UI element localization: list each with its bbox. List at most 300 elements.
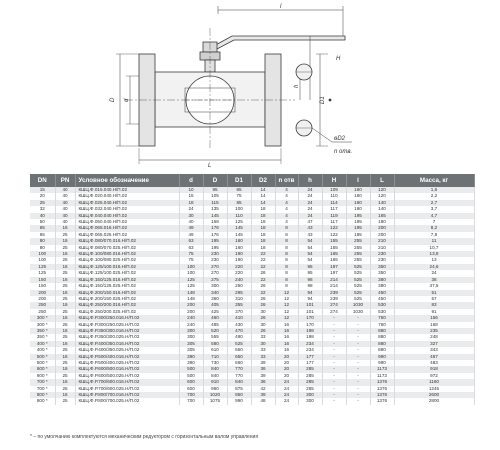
table-cell: 8 [275, 232, 298, 238]
table-cell: 250 [227, 283, 251, 289]
table-cell: 800 * [30, 392, 55, 398]
table-cell: 7 [394, 219, 474, 225]
table-cell: 160 [346, 193, 370, 199]
table-cell: 500 [179, 366, 203, 372]
table-cell: 875 [227, 386, 251, 392]
table-cell: 16 [55, 379, 75, 385]
table-cell: - [346, 334, 370, 340]
table-cell: 240 [179, 315, 203, 321]
table-cell: 200 [30, 296, 55, 302]
dim-label-h: h [294, 84, 300, 88]
table-cell: 230 [203, 257, 227, 263]
table-cell: 220 [227, 264, 251, 270]
table-cell: 30 [251, 322, 275, 328]
table-cell: 4 [275, 193, 298, 199]
table-cell: 355 [227, 302, 251, 308]
table-cell: 117 [322, 219, 346, 225]
table-cell: 25 [55, 347, 75, 353]
table-cell: 1075 [203, 398, 227, 404]
table-cell: 98 [298, 277, 322, 283]
table-cell: 150 [30, 277, 55, 283]
table-cell: 195 [346, 232, 370, 238]
table-cell: 114 [322, 200, 346, 206]
table-cell: 24 [298, 206, 322, 212]
table-cell: 63 [179, 238, 203, 244]
table-cell: КШЦ.Ф.Р.500/400.016.Н/П.02 [75, 354, 179, 360]
table-cell: 300 [179, 334, 203, 340]
column-header: n отв [275, 174, 298, 187]
table-cell: КШЦ.Ф.Р.300/250.016.Н/П.02 [75, 315, 179, 321]
table-cell: 13 [394, 257, 474, 263]
table-cell: 700 * [30, 379, 55, 385]
table-cell: КШЦ.Ф.065.016.Н/П.02 [75, 225, 179, 231]
table-cell: 125 [30, 264, 55, 270]
table-cell: 230 [370, 257, 394, 263]
table-cell: 200 [30, 290, 55, 296]
column-header: h [298, 174, 322, 187]
valve-drawing [0, 0, 500, 170]
table-cell: 122 [322, 225, 346, 231]
table-cell: 80 [30, 238, 55, 244]
table-cell: 24 [298, 213, 322, 219]
table-cell: 16 [55, 277, 75, 283]
table-cell: - [322, 360, 346, 366]
table-cell: 158 [203, 219, 227, 225]
table-cell: 91 [394, 309, 474, 315]
table-cell: 25 [55, 283, 75, 289]
table-cell: 16 [55, 238, 75, 244]
table-cell: 255 [346, 257, 370, 263]
table-cell: 36 [251, 366, 275, 372]
table-cell: 25 [55, 270, 75, 276]
table-cell: 155 [322, 238, 346, 244]
table-cell: - [346, 392, 370, 398]
table-cell: 40 [55, 206, 75, 212]
table-cell: 176 [203, 232, 227, 238]
table-cell: 490 [227, 334, 251, 340]
table-cell: 470 [227, 328, 251, 334]
table-cell: КШЦ.Ф.Р.400/350.025.Н/П.02 [75, 347, 179, 353]
table-cell: 990 [227, 398, 251, 404]
table-row [30, 398, 474, 404]
table-cell: 165 [370, 213, 394, 219]
table-cell: 40 [179, 219, 203, 225]
table-cell: 20 [30, 193, 55, 199]
table-cell: 190 [227, 257, 251, 263]
table-cell: 18 [251, 232, 275, 238]
table-cell: 119 [322, 213, 346, 219]
table-cell: 20 [275, 373, 298, 379]
table-cell: КШЦ.Ф.020.040.Н/П.02 [75, 193, 179, 199]
table-cell: 750 [370, 315, 394, 321]
table-cell: 305 [179, 341, 203, 347]
table-cell: 525 [346, 283, 370, 289]
column-header: H [322, 174, 346, 187]
table-cell: 25 [55, 309, 75, 315]
table-cell: 18 [251, 225, 275, 231]
table-cell: 7,8 [394, 232, 474, 238]
table-cell: КШЦ.Ф.150/125.025.Н/П.02 [75, 283, 179, 289]
table-cell: 700 * [30, 386, 55, 392]
table-cell: 48 [251, 398, 275, 404]
column-header: D1 [227, 174, 251, 187]
table-cell: 98 [298, 283, 322, 289]
table-cell: КШЦ.Ф.200/150.025.Н/П.02 [75, 296, 179, 302]
table-cell: 295 [227, 290, 251, 296]
table-cell: 95 [298, 270, 322, 276]
table-cell: 14 [251, 200, 275, 206]
table-cell: 25 [55, 373, 75, 379]
table-cell: 730 [203, 360, 227, 366]
table-cell: 520 [203, 328, 227, 334]
table-cell: 4,7 [394, 213, 474, 219]
table-cell: 285 [298, 373, 322, 379]
table-cell: 25 [55, 322, 75, 328]
table-cell: 20 [275, 360, 298, 366]
table-cell: КШЦ.Ф.050.040.Н/П.02 [75, 219, 179, 225]
table-cell: - [346, 322, 370, 328]
table-cell: 285 [298, 366, 322, 372]
table-cell: 40 [55, 193, 75, 199]
table-cell: - [346, 347, 370, 353]
table-cell: 22 [251, 290, 275, 296]
table-cell: 8 [275, 225, 298, 231]
table-cell: 840 [227, 379, 251, 385]
table-cell: 300 [203, 283, 227, 289]
table-cell: 40 [55, 187, 75, 193]
table-cell: 36 [251, 379, 275, 385]
table-cell: 450 [370, 290, 394, 296]
table-cell: 25 [55, 334, 75, 340]
table-cell: 600 * [30, 373, 55, 379]
table-cell: 918 [394, 366, 474, 372]
table-cell: КШЦ.Ф.080/070.016.Н/П.02 [75, 238, 179, 244]
table-cell: 94 [298, 296, 322, 302]
table-cell: 25 [30, 200, 55, 206]
table-cell: 1030 [346, 302, 370, 308]
table-cell: 460 [203, 315, 227, 321]
table-cell: - [322, 373, 346, 379]
table-cell: 525 [346, 290, 370, 296]
table-cell: 18 [251, 213, 275, 219]
dim-label-l-top: l [280, 4, 282, 10]
table-cell: 880 [370, 347, 394, 353]
table-cell: - [322, 392, 346, 398]
table-cell: 285 [298, 386, 322, 392]
table-cell: - [346, 379, 370, 385]
table-cell: 350 [370, 264, 394, 270]
table-cell: - [322, 366, 346, 372]
table-cell: - [346, 398, 370, 404]
table-cell: 150 [30, 283, 55, 289]
table-cell: 990 [370, 354, 394, 360]
table-cell: 300 * [30, 315, 55, 321]
table-cell: 65 [30, 232, 55, 238]
table-cell: - [346, 315, 370, 321]
table-cell: 8 [275, 238, 298, 244]
table-cell: - [322, 398, 346, 404]
table-cell: 500 * [30, 354, 55, 360]
table-cell: 65 [227, 187, 251, 193]
column-header: D2 [251, 174, 275, 187]
table-cell: 530 [370, 309, 394, 315]
table-cell: 340 [203, 290, 227, 296]
table-cell: 12 [275, 302, 298, 308]
table-cell: 100 [227, 206, 251, 212]
table-cell: 300 [298, 392, 322, 398]
table-cell: 18 [251, 238, 275, 244]
table-cell: 75 [227, 193, 251, 199]
table-cell: 25 [55, 360, 75, 366]
table-cell: 140 [370, 200, 394, 206]
table-cell: 95 [298, 264, 322, 270]
table-cell: КШЦ.Ф.Р.700/600.016.Н/П.02 [75, 379, 179, 385]
table-cell: 234 [298, 341, 322, 347]
table-cell: 430 [227, 322, 251, 328]
table-cell: 30 [251, 309, 275, 315]
table-cell: 54 [298, 257, 322, 263]
table-cell: 4 [275, 213, 298, 219]
table-cell: 770 [227, 366, 251, 372]
table-cell: 24 [275, 392, 298, 398]
table-cell: 240 [179, 322, 203, 328]
table-cell: 24 [298, 200, 322, 206]
table-cell: 120 [370, 187, 394, 193]
table-cell: 25 [55, 398, 75, 404]
table-cell: КШЦ.Ф.Р.400/350.016.Н/П.02 [75, 341, 179, 347]
table-cell: 18 [251, 245, 275, 251]
table-cell: 160 [346, 187, 370, 193]
table-cell: 300 [298, 398, 322, 404]
table-cell: 30 [179, 213, 203, 219]
table-cell: КШЦ.Ф.040.040.Н/П.02 [75, 213, 179, 219]
table-cell: 990 [370, 360, 394, 366]
table-cell: 210 [370, 245, 394, 251]
table-cell: 343 [394, 347, 474, 353]
table-cell: 105 [203, 193, 227, 199]
table-cell: 210 [370, 238, 394, 244]
table-cell: 240 [227, 277, 251, 283]
table-cell: 255 [346, 251, 370, 257]
table-cell: 525 [346, 270, 370, 276]
table-cell: 10 [179, 187, 203, 193]
table-cell: 750 [370, 322, 394, 328]
table-cell: 972 [394, 373, 474, 379]
table-cell: 400 * [30, 347, 55, 353]
table-cell: 16 [55, 366, 75, 372]
table-cell: 405 [203, 302, 227, 308]
table-cell: 483 [394, 360, 474, 366]
table-cell: - [346, 360, 370, 366]
table-cell: 550 [227, 347, 251, 353]
table-cell: 120 [370, 193, 394, 199]
table-cell: - [322, 347, 346, 353]
table-cell: 4 [275, 206, 298, 212]
dim-label-d: d [124, 98, 130, 102]
table-cell: 15 [179, 193, 203, 199]
dim-label-n: n отв. [334, 149, 353, 155]
table-cell: 39 [251, 373, 275, 379]
table-cell: 8 [275, 251, 298, 257]
table-cell: - [346, 354, 370, 360]
table-cell: 24 [394, 270, 474, 276]
table-cell: 16 [275, 328, 298, 334]
table-cell: КШЦ.Ф.Р.800/700.016.Н/П.02 [75, 392, 179, 398]
table-cell: 1,6 [394, 187, 474, 193]
table-cell: 156 [394, 315, 474, 321]
table-cell: 390 [179, 354, 203, 360]
table-cell: 910 [203, 379, 227, 385]
table-cell: 43 [298, 225, 322, 231]
table-cell: 177 [298, 360, 322, 366]
table-cell: 26 [251, 270, 275, 276]
table-cell: 83 [394, 302, 474, 308]
table-cell: 370 [227, 309, 251, 315]
table-cell: 117 [322, 206, 346, 212]
dim-label-D2: ѳD2 [334, 136, 346, 142]
table-cell: 57 [394, 296, 474, 302]
table-cell: 165 [322, 251, 346, 257]
table-cell: 145 [227, 232, 251, 238]
table-cell: 3,7 [394, 206, 474, 212]
table-cell: 327 [394, 341, 474, 347]
table-cell: 39 [251, 392, 275, 398]
table-cell: 190 [227, 251, 251, 257]
table-cell: 2800 [394, 398, 474, 404]
table-cell: 125 [179, 283, 203, 289]
table-cell: 26 [251, 302, 275, 308]
table-cell: 33 [251, 354, 275, 360]
dim-label-L: L [208, 163, 212, 169]
column-header: l [346, 174, 370, 187]
table-cell: 700 [179, 398, 203, 404]
table-cell: 1173 [370, 373, 394, 379]
table-cell: 24 [275, 398, 298, 404]
table-cell: 1160 [394, 379, 474, 385]
table-cell: 32 [30, 206, 55, 212]
dim-label-H: H [336, 56, 341, 62]
table-cell: 160 [227, 238, 251, 244]
table-cell: 250 [30, 302, 55, 308]
table-cell: 24 [298, 187, 322, 193]
table-cell: 198 [298, 328, 322, 334]
table-cell: 230 [203, 251, 227, 257]
table-cell: КШЦ.Ф.250/200.016.Н/П.02 [75, 302, 179, 308]
table-cell: 770 [227, 373, 251, 379]
table-cell: 1020 [203, 392, 227, 398]
table-cell: 16 [275, 322, 298, 328]
table-cell: 12 [275, 290, 298, 296]
table-cell: 170 [298, 315, 322, 321]
table-cell: 610 [203, 347, 227, 353]
table-cell: 840 [203, 373, 227, 379]
table-cell: - [322, 379, 346, 385]
spec-table [30, 174, 475, 405]
table-cell: 145 [227, 225, 251, 231]
table-cell: 13,8 [394, 251, 474, 257]
table-cell: 285 [298, 379, 322, 385]
table-cell: 555 [203, 334, 227, 340]
table-cell: 255 [346, 245, 370, 251]
table-cell: КШЦ.Ф.080/070.025.Н/П.02 [75, 245, 179, 251]
table-cell: 12 [275, 296, 298, 302]
table-cell: 110 [322, 193, 346, 199]
table-cell: 197 [322, 264, 346, 270]
table-cell: КШЦ.Ф.Р.600/500.016.Н/П.02 [75, 366, 179, 372]
table-cell: 195 [346, 225, 370, 231]
table-cell: 248 [394, 334, 474, 340]
table-cell: 530 [370, 302, 394, 308]
table-cell: 580 [203, 341, 227, 347]
table-cell: 40 [55, 213, 75, 219]
column-header: DN [30, 174, 55, 187]
table-cell: 239 [322, 296, 346, 302]
table-cell: 425 [203, 309, 227, 315]
table-cell: - [322, 341, 346, 347]
table-cell: 960 [203, 386, 227, 392]
table-cell: 880 [370, 334, 394, 340]
table-cell: 220 [227, 270, 251, 276]
table-cell: 16 [55, 341, 75, 347]
table-cell: 25 [55, 232, 75, 238]
table-cell: 38 [394, 277, 474, 283]
table-cell: 18 [179, 200, 203, 206]
table-cell: 200 [179, 302, 203, 308]
table-cell: 600 * [30, 366, 55, 372]
table-cell: 390 [179, 360, 203, 366]
table-cell: - [322, 322, 346, 328]
table-cell: 275 [203, 277, 227, 283]
table-cell: 95 [203, 187, 227, 193]
table-cell: 450 [370, 296, 394, 302]
table-cell: 49 [179, 232, 203, 238]
table-cell: 350 * [30, 328, 55, 334]
table-cell: 125 [30, 270, 55, 276]
table-cell: 24 [275, 386, 298, 392]
table-cell: 14 [251, 187, 275, 193]
dim-label-D1: D1 [320, 96, 326, 104]
table-cell: 155 [322, 245, 346, 251]
table-cell: 47 [298, 219, 322, 225]
table-cell: 2,2 [394, 193, 474, 199]
table-cell: 148 [179, 290, 203, 296]
table-cell: 22 [251, 264, 275, 270]
table-cell: 24 [179, 206, 203, 212]
column-header: d [179, 174, 203, 187]
table-cell: 80 [30, 245, 55, 251]
table-cell: 16 [55, 302, 75, 308]
table-cell: 16 [55, 315, 75, 321]
table-cell: 22 [251, 277, 275, 283]
table-cell: 30 [251, 341, 275, 347]
table-cell: 145 [203, 213, 227, 219]
table-cell: 8 [275, 283, 298, 289]
table-cell: КШЦ.Ф.Р.500/400.025.Н/П.02 [75, 360, 179, 366]
table-cell: 800 * [30, 398, 55, 404]
table-cell: 160 [227, 245, 251, 251]
table-cell: 100 [179, 264, 203, 270]
table-cell: 1376 [370, 386, 394, 392]
table-cell: 16 [275, 341, 298, 347]
table-cell: 300 [179, 328, 203, 334]
column-header: Условное обозначение [75, 174, 179, 187]
table-cell: 33 [251, 334, 275, 340]
table-cell: 50 [30, 219, 55, 225]
table-cell: 880 [370, 341, 394, 347]
table-cell: 101 [298, 309, 322, 315]
table-cell: 8 [275, 270, 298, 276]
table-cell: 270 [203, 270, 227, 276]
